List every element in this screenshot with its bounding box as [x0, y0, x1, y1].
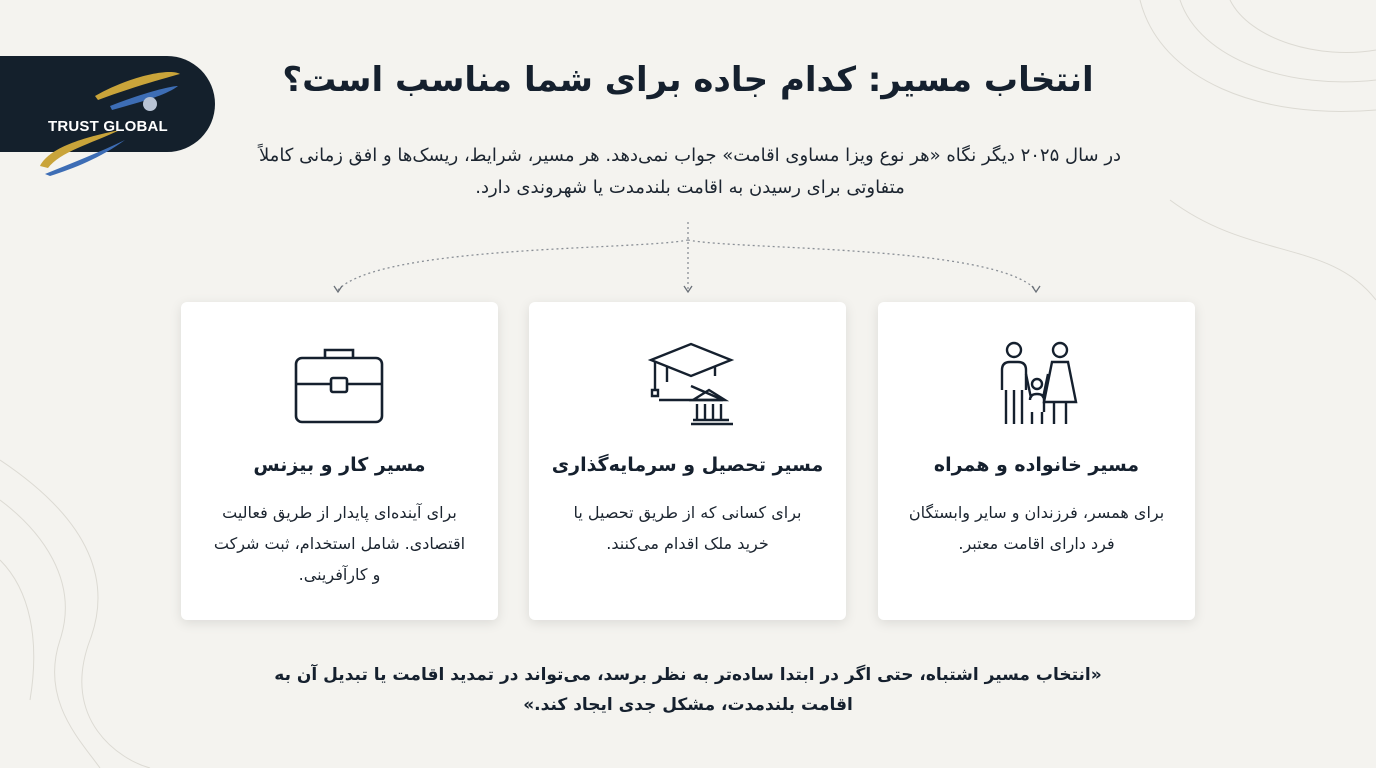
logo-text: TRUST GLOBAL — [48, 118, 168, 135]
card-body: برای کسانی که از طریق تحصیل یا خرید ملک اقدام می‌کنند. — [573, 503, 802, 553]
intro-text: در سال ۲۰۲۵ دیگر نگاه «هر نوع ویزا مساوی اقامت» جواب نمی‌دهد. هر مسیر، شرایط، ریسک‌ها و افق زمانی کاملاً متفاوتی برای رسیدن به اقامت بلندمدت یا شهروندی دارد. — [258, 145, 1122, 198]
card-title: مسیر تحصیل و سرمایه‌گذاری — [551, 454, 824, 476]
family-icon — [996, 340, 1078, 430]
graduation-bank-icon — [647, 340, 737, 430]
card-family-path — [878, 302, 1195, 620]
card-title: مسیر خانواده و همراه — [933, 454, 1140, 476]
card-title: مسیر کار و بیزنس — [253, 454, 426, 476]
page-title: انتخاب مسیر: کدام جاده برای شما مناسب است؟ — [282, 60, 1094, 100]
briefcase-icon — [293, 344, 385, 426]
card-body: برای همسر، فرزندان و سایر وابستگان فرد دارای اقامت معتبر. — [908, 503, 1165, 553]
card-study-investment-path — [529, 302, 846, 620]
card-body: برای آینده‌ای پایدار از طریق فعالیت اقتصادی. شامل استخدام، ثبت شرکت و کارآفرینی. — [213, 503, 466, 584]
card-work-business-path — [181, 302, 498, 620]
warning-quote: «انتخاب مسیر اشتباه، حتی اگر در ابتدا ساده‌تر به نظر برسد، می‌تواند در تمدید اقامت یا تبدیل آن به اقامت بلندمدت، مشکل جدی ایجاد کند.» — [274, 665, 1102, 715]
